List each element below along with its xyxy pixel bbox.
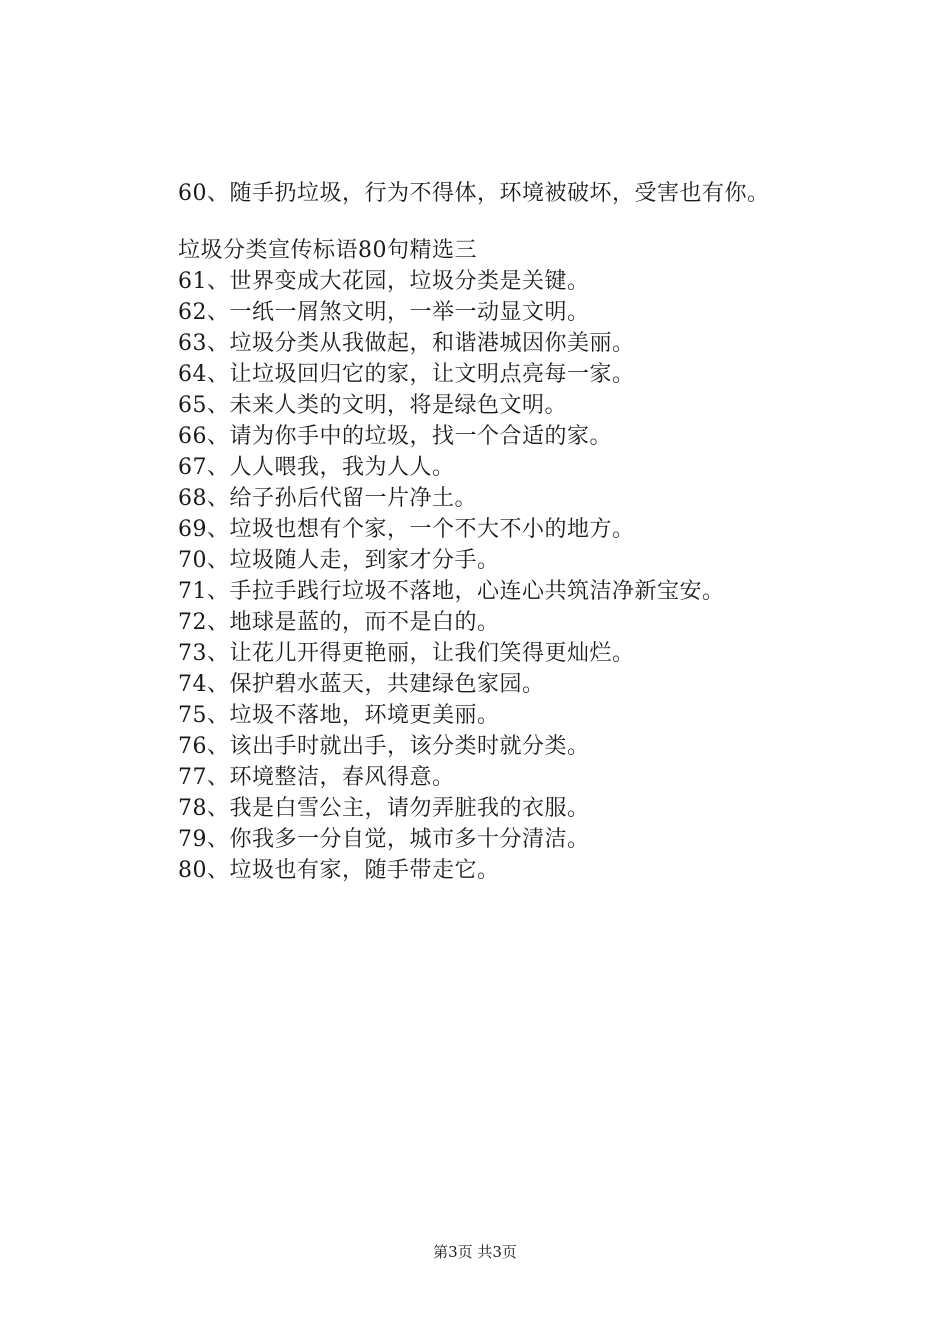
slogan-64: 64、让垃圾回归它的家，让文明点亮每一家。 <box>178 362 635 387</box>
slogan-71: 71、手拉手践行垃圾不落地，心连心共筑洁净新宝安。 <box>178 579 725 604</box>
section-heading: 垃圾分类宣传标语80句精选三 <box>178 238 477 263</box>
slogan-72: 72、地球是蓝的，而不是白的。 <box>178 610 500 635</box>
slogan-79: 79、你我多一分自觉，城市多十分清洁。 <box>178 827 590 852</box>
slogan-61: 61、世界变成大花园，垃圾分类是关键。 <box>178 269 590 294</box>
slogan-73: 73、让花儿开得更艳丽，让我们笑得更灿烂。 <box>178 641 635 666</box>
slogan-63: 63、垃圾分类从我做起，和谐港城因你美丽。 <box>178 331 635 356</box>
slogan-65: 65、未来人类的文明，将是绿色文明。 <box>178 393 567 418</box>
slogan-67: 67、人人喂我，我为人人。 <box>178 455 455 480</box>
slogan-66: 66、请为你手中的垃圾，找一个合适的家。 <box>178 424 612 449</box>
page-footer: 第3页 共3页 <box>433 1243 517 1261</box>
slogan-75: 75、垃圾不落地，环境更美丽。 <box>178 703 500 728</box>
slogan-68: 68、给子孙后代留一片净土。 <box>178 486 477 511</box>
slogan-62: 62、一纸一屑煞文明，一举一动显文明。 <box>178 300 590 325</box>
slogan-70: 70、垃圾随人走，到家才分手。 <box>178 548 500 573</box>
slogan-69: 69、垃圾也想有个家，一个不大不小的地方。 <box>178 517 635 542</box>
slogan-77: 77、环境整洁，春风得意。 <box>178 765 455 790</box>
slogan-78: 78、我是白雪公主，请勿弄脏我的衣服。 <box>178 796 590 821</box>
slogan-74: 74、保护碧水蓝天，共建绿色家园。 <box>178 672 545 697</box>
slogan-60: 60、随手扔垃圾，行为不得体，环境被破坏，受害也有你。 <box>178 181 770 206</box>
slogan-76: 76、该出手时就出手，该分类时就分类。 <box>178 734 590 759</box>
slogan-80: 80、垃圾也有家，随手带走它。 <box>178 858 500 883</box>
